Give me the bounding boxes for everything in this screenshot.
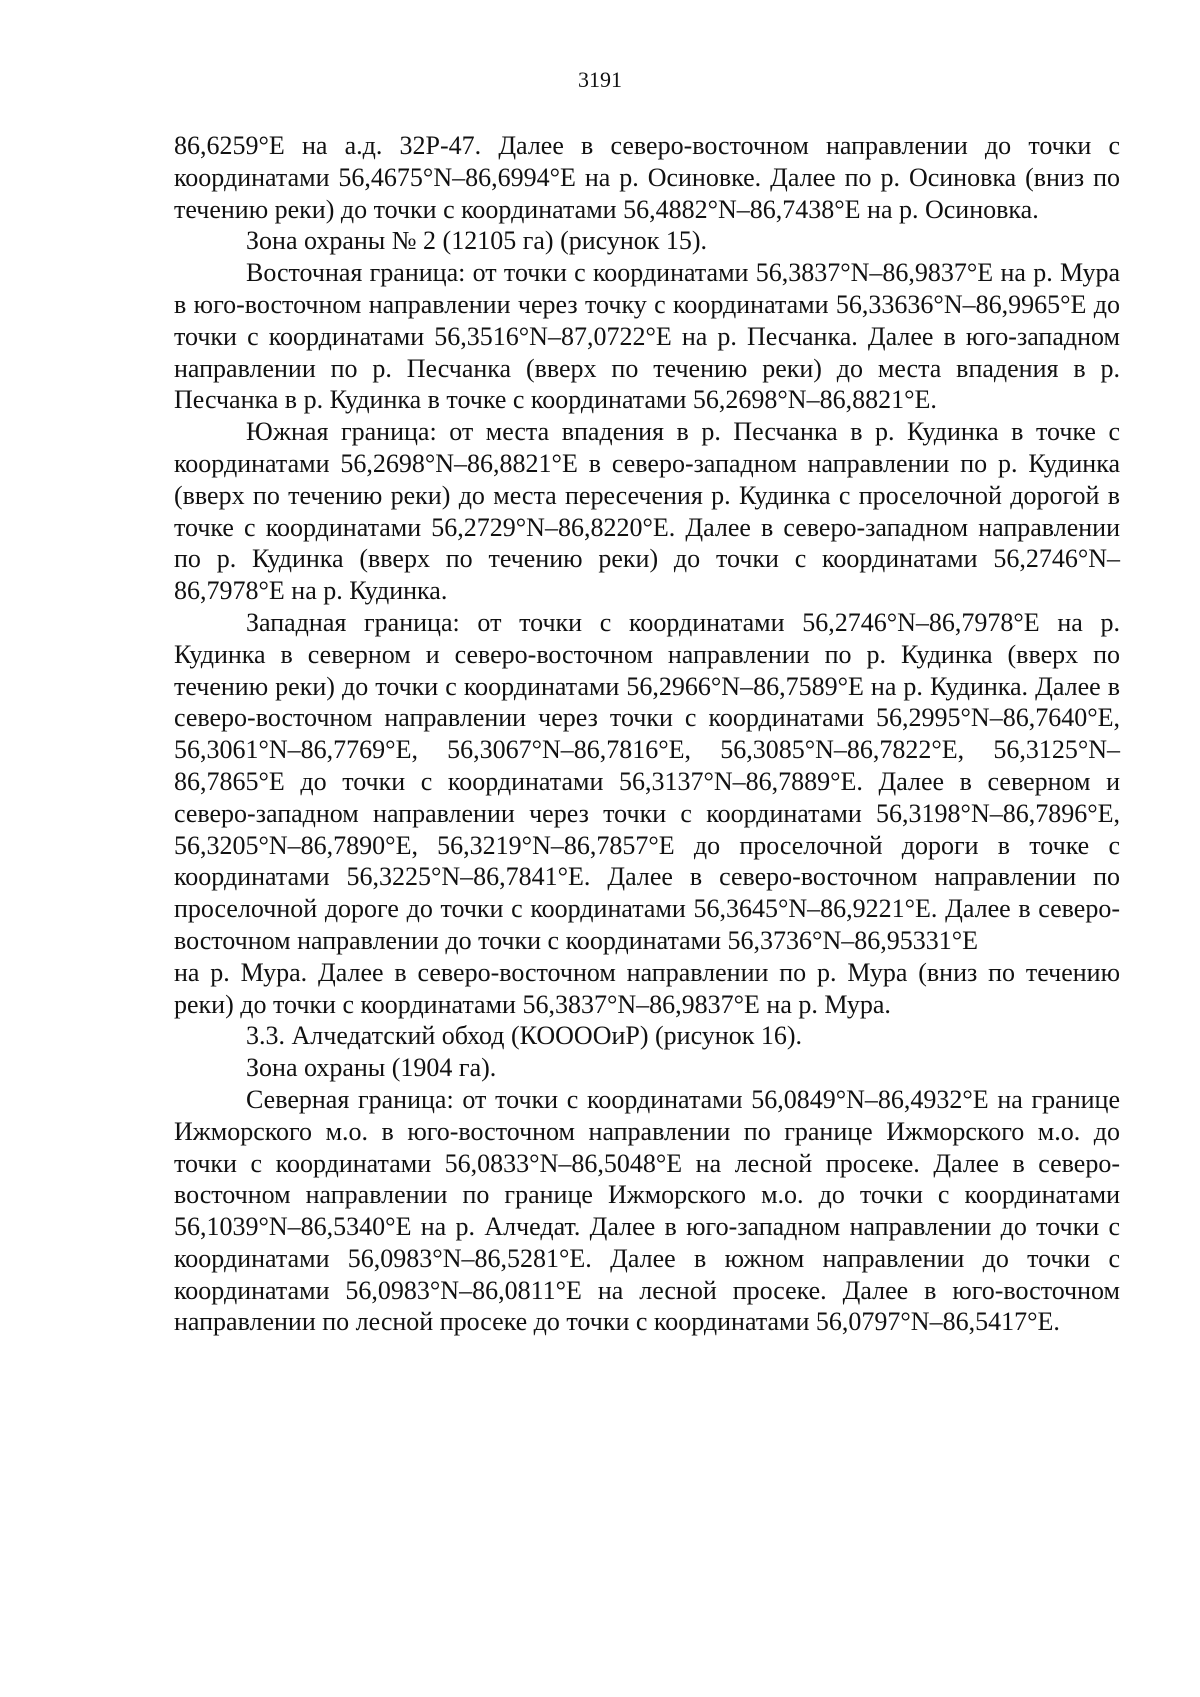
document-body [174,130,1120,1338]
heading-zone-2: Зона охраны № 2 (12105 га) (рисунок 15). [246,226,708,256]
paragraph-west-border: Западная граница: от точки с координатами 56,2746°N–86,7978°E на р. Кудинка в северном и северо-восточном направлении по р. Кудинка (вверх по течению реки) до точки с координатами 56,2966°N–86,7589°E на р. Кудинка. Далее в северо-восточном направлении через точки с координатами 56,2995°N–86,7640°E, 56,3061°N–86,7769°E, 56,3067°N–86,7816°E, 56,3085°N–86,7822°E, 56,3125°N–86,7865°E до точки с координатами 56,3137°N–86,7889°E. Далее в северном и северо-западном направлении через точки с координатами 56,3198°N–86,7896°E, 56,3205°N–86,7890°E, 56,3219°N–86,7857°E до проселочной дороги в точке с координатами 56,3225°N–86,7841°E. Далее в северо-восточном направлении по проселочной дороге до точки с координатами 56,3645°N–86,9221°E. Далее в северо-восточном направлении до точки с координатами 56,3736°N–86,95331°E [174,607,1120,955]
paragraph-west-border-end: на р. Мура. Далее в северо-восточном направлении по р. Мура (вниз по течению реки) до точки с координатами 56,3837°N–86,9837°E на р. Мура. [174,957,1120,1019]
page-number: 3191 [578,67,622,92]
paragraph-east-border: Восточная граница: от точки с координатами 56,3837°N–86,9837°E на р. Мура в юго-восточном направлении через точку с координатами 56,33636°N–86,9965°E до точки с координатами 56,3516°N–87,0722°E на р. Песчанка. Далее в юго-западном направлении по р. Песчанка (вверх по течению реки) до места впадения в р. Песчанка в р. Кудинка в точке с координатами 56,2698°N–86,8821°E. [174,258,1120,415]
paragraph-south-border: Южная граница: от места впадения в р. Песчанка в р. Кудинка в точке с координатами 56,2698°N–86,8821°E в северо-западном направлении по р. Кудинка (вверх по течению реки) до места пересечения р. Кудинка с проселочной дорогой в точке с координатами 56,2729°N–86,8220°E. Далее в северо-западном направлении по р. Кудинка (вверх по течению реки) до точки с координатами 56,2746°N–86,7978°E на р. Кудинка. [174,417,1120,606]
heading-section-3-3: 3.3. Алчедатский обход (КООООиР) (рисунок 16). [246,1021,802,1051]
paragraph-north-border: Северная граница: от точки с координатами 56,0849°N–86,4932°E на границе Ижморского м.о. в юго-восточном направлении по границе Ижморского м.о. до точки с координатами 56,0833°N–86,5048°E на лесной просеке. Далее в северо-восточном направлении по границе Ижморского м.о. до точки с координатами 56,1039°N–86,5340°E на р. Алчедат. Далее в юго-западном направлении до точки с координатами 56,0983°N–86,5281°E. Далее в южном направлении до точки с координатами 56,0983°N–86,0811°E на лесной просеке. Далее в юго-восточном направлении по лесной просеке до точки с координатами 56,0797°N–86,5417°E. [174,1084,1120,1337]
heading-protection-zone: Зона охраны (1904 га). [246,1053,497,1083]
paragraph-osinovka-end: 86,6259°E на а.д. 32Р-47. Далее в северо-восточном направлении до точки с координатами 56,4675°N–86,6994°E на р. Осиновке. Далее по р. Осиновка (вниз по течению реки) до точки с координатами 56,4882°N–86,7438°E на р. Осиновка. [174,131,1120,224]
